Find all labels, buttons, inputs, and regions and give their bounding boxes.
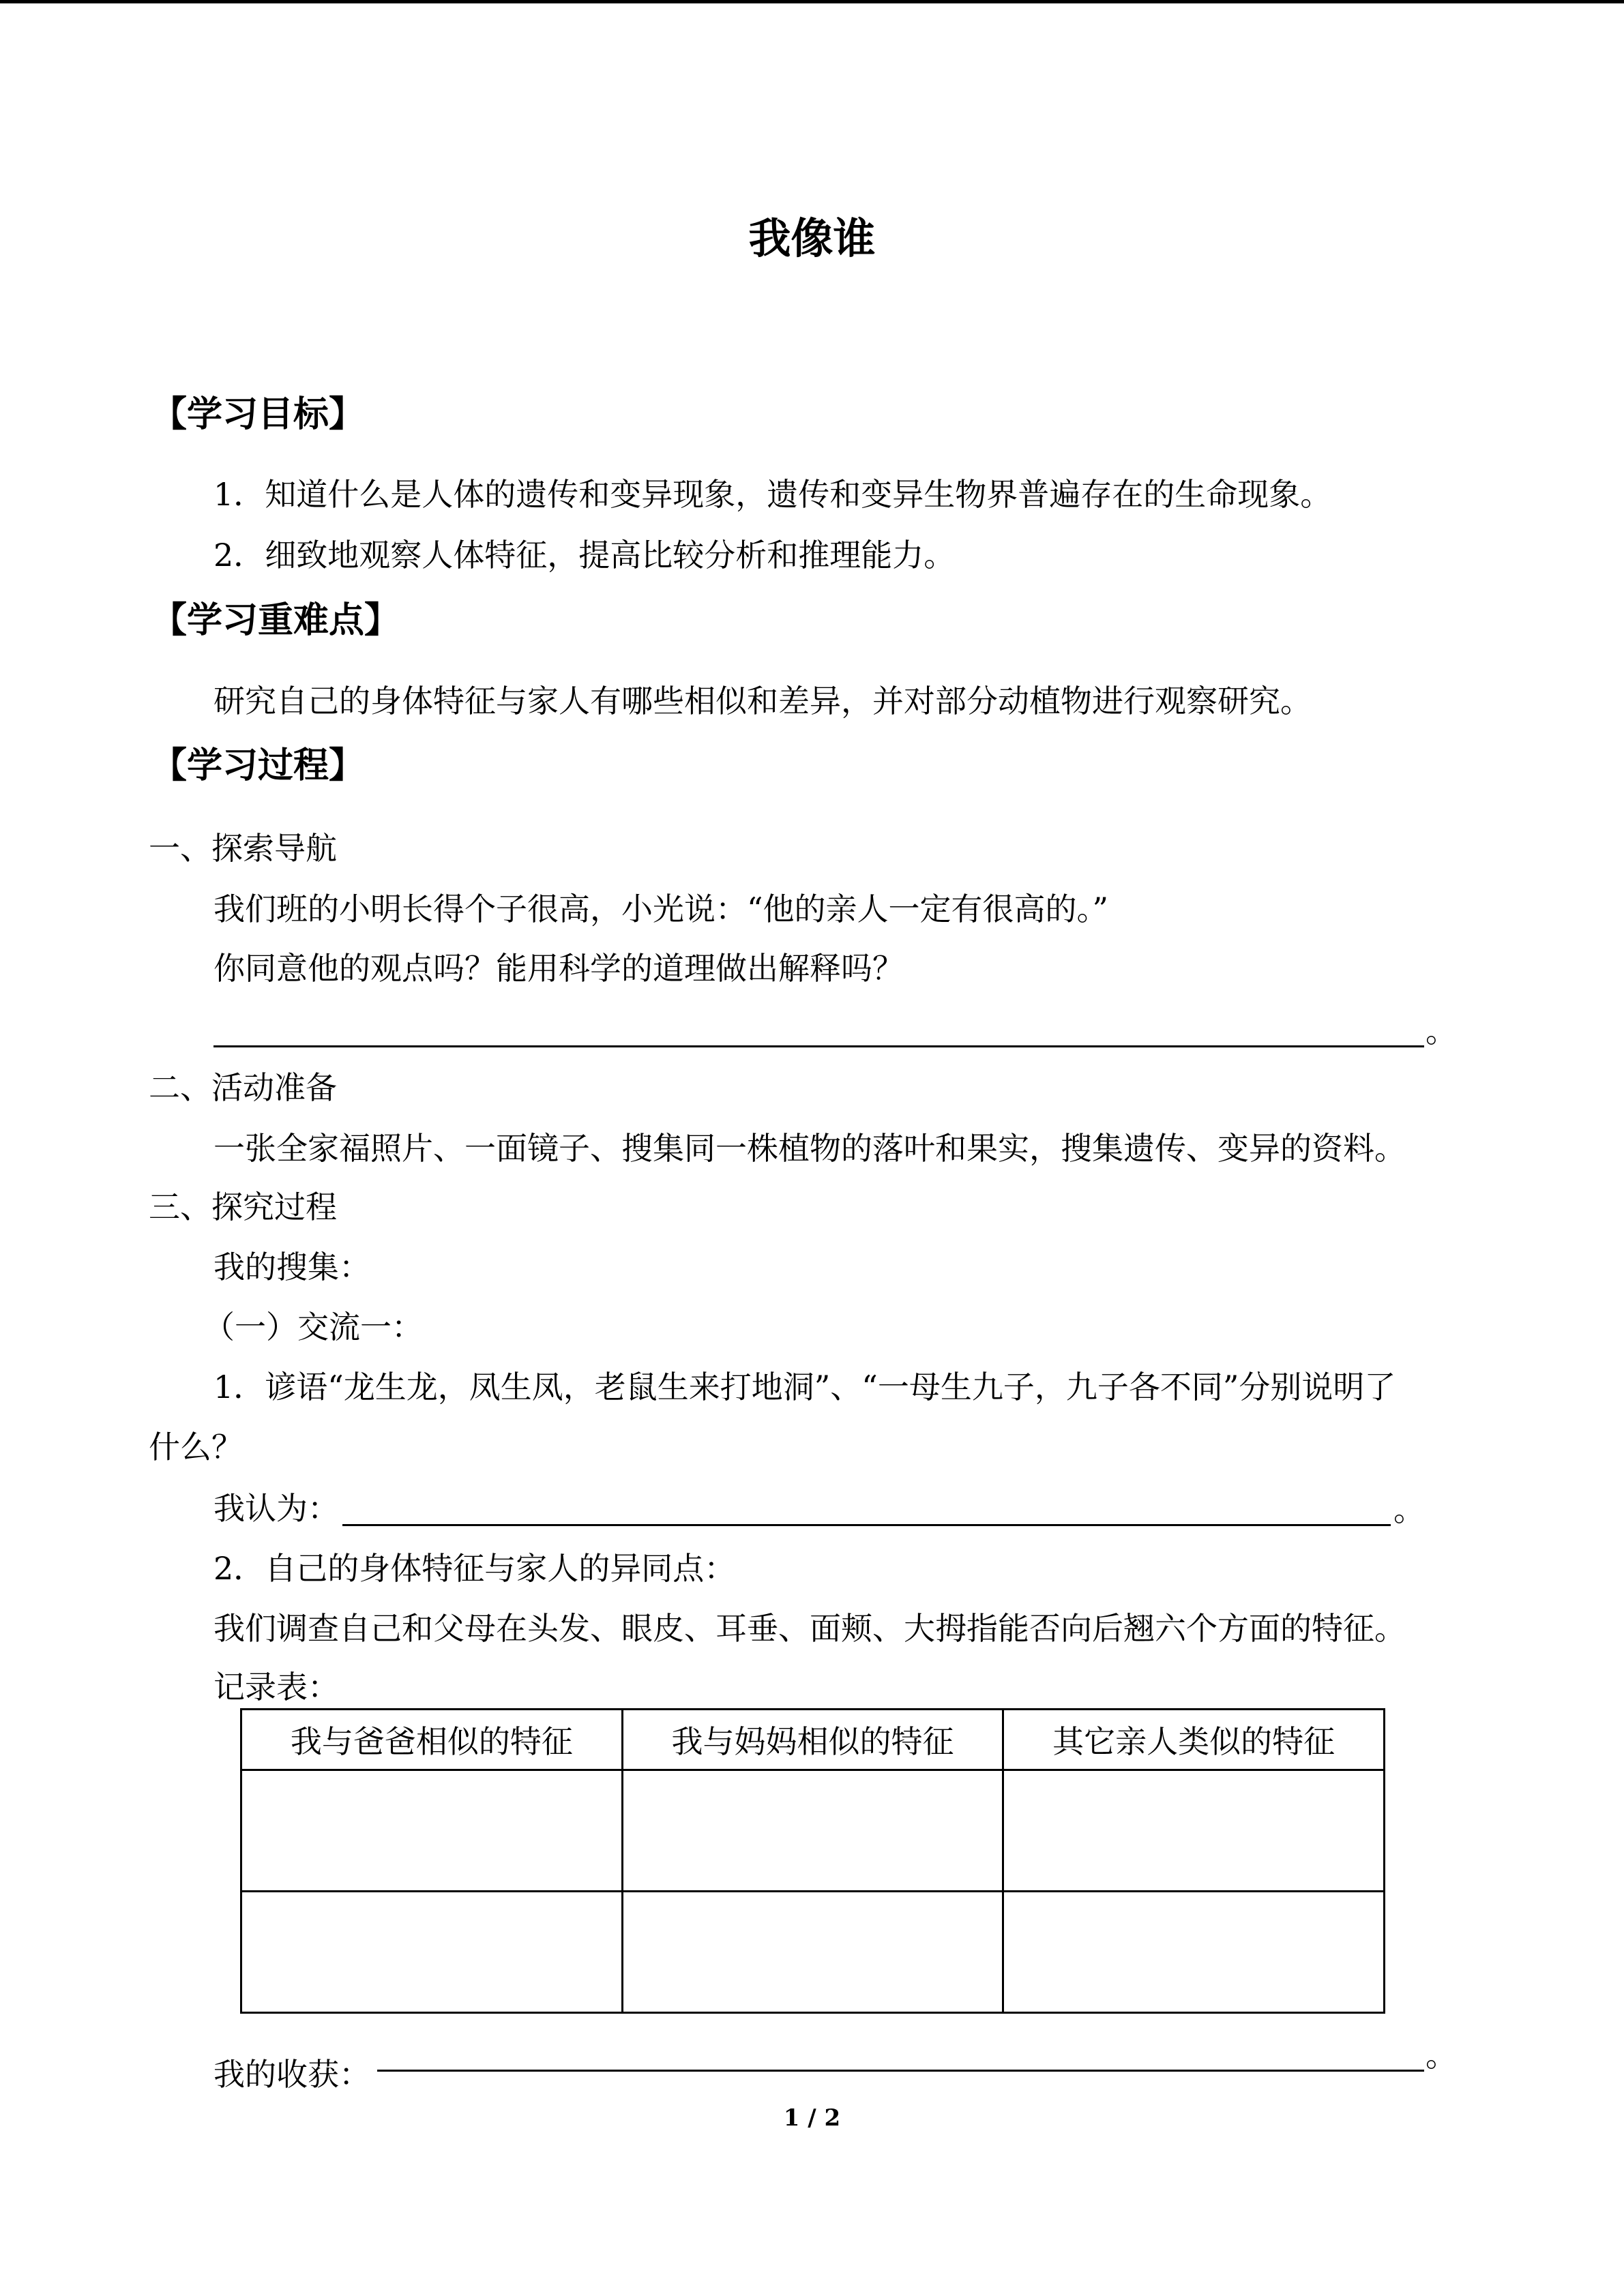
- my-collection-label: 我的搜集：: [213, 1249, 370, 1285]
- table-cell[interactable]: [241, 1770, 623, 1892]
- question2: 2．自己的身体特征与家人的异同点：: [213, 1550, 736, 1587]
- key-points-text: 研究自己的身体特征与家人有哪些相似和差异，并对部分动植物进行观察研究。: [213, 683, 1312, 719]
- answer-blank-2-end: 。: [1393, 1491, 1425, 1528]
- goal-item-2: 2．细致地观察人体特征，提高比较分析和推理能力。: [213, 537, 956, 573]
- part1-title: 一、探索导航: [149, 830, 337, 867]
- heading-goals: 【学习目标】: [151, 394, 365, 435]
- table-header-row: [241, 1710, 1385, 1770]
- part2-text: 一张全家福照片、一面镜子、搜集同一株植物的落叶和果实，搜集遗传、变异的资料。: [213, 1130, 1406, 1167]
- table-header-mother: 我与妈妈相似的特征: [622, 1710, 1003, 1770]
- i-think-label: 我认为：: [213, 1490, 339, 1527]
- answer-blank-2[interactable]: [342, 1524, 1391, 1526]
- table-header-father: 我与爸爸相似的特征: [241, 1710, 623, 1770]
- table-header-relatives: 其它亲人类似的特征: [1003, 1710, 1385, 1770]
- part3-title: 三、探究过程: [149, 1189, 337, 1225]
- goal-item-1: 1．知道什么是人体的遗传和变异现象，遗传和变异生物界普遍存在的生命现象。: [213, 476, 1332, 513]
- table-row: [241, 1892, 1385, 2013]
- record-table-label: 记录表：: [213, 1669, 339, 1705]
- exchange1-label: （一）交流一：: [203, 1309, 423, 1345]
- page-title: 我像谁: [748, 213, 876, 263]
- table-cell[interactable]: [622, 1892, 1003, 2013]
- part2-title: 二、活动准备: [149, 1069, 337, 1106]
- record-table: [240, 1708, 1385, 2014]
- table-cell[interactable]: [1003, 1892, 1385, 2013]
- answer-blank-3[interactable]: [377, 2070, 1424, 2072]
- part1-line2: 你同意他的观点吗？能用科学的道理做出解释吗？: [213, 950, 904, 987]
- answer-blank-3-end: 。: [1426, 2037, 1457, 2074]
- table-cell[interactable]: [622, 1770, 1003, 1892]
- table-cell[interactable]: [1003, 1770, 1385, 1892]
- question1-line2: 什么？: [149, 1429, 243, 1465]
- answer-blank-1[interactable]: [213, 1045, 1424, 1047]
- heading-process: 【学习过程】: [151, 745, 365, 786]
- harvest-label: 我的收获：: [213, 2056, 370, 2093]
- answer-blank-1-end: 。: [1426, 1013, 1457, 1049]
- heading-key-points: 【学习重难点】: [151, 600, 400, 641]
- table-cell[interactable]: [241, 1892, 623, 2013]
- question1-line1: 1．谚语“龙生龙，凤生凤，老鼠生来打地洞”、“一母生九子，九子各不同”分别说明了: [213, 1369, 1396, 1405]
- part1-line1: 我们班的小明长得个子很高，小光说：“他的亲人一定有很高的。”: [213, 891, 1109, 927]
- top-border-line: [0, 0, 1624, 3]
- table-row: [241, 1770, 1385, 1892]
- page-number: 1 / 2: [783, 2104, 841, 2132]
- survey-text: 我们调查自己和父母在头发、眼皮、耳垂、面颊、大拇指能否向后翘六个方面的特征。: [213, 1610, 1406, 1647]
